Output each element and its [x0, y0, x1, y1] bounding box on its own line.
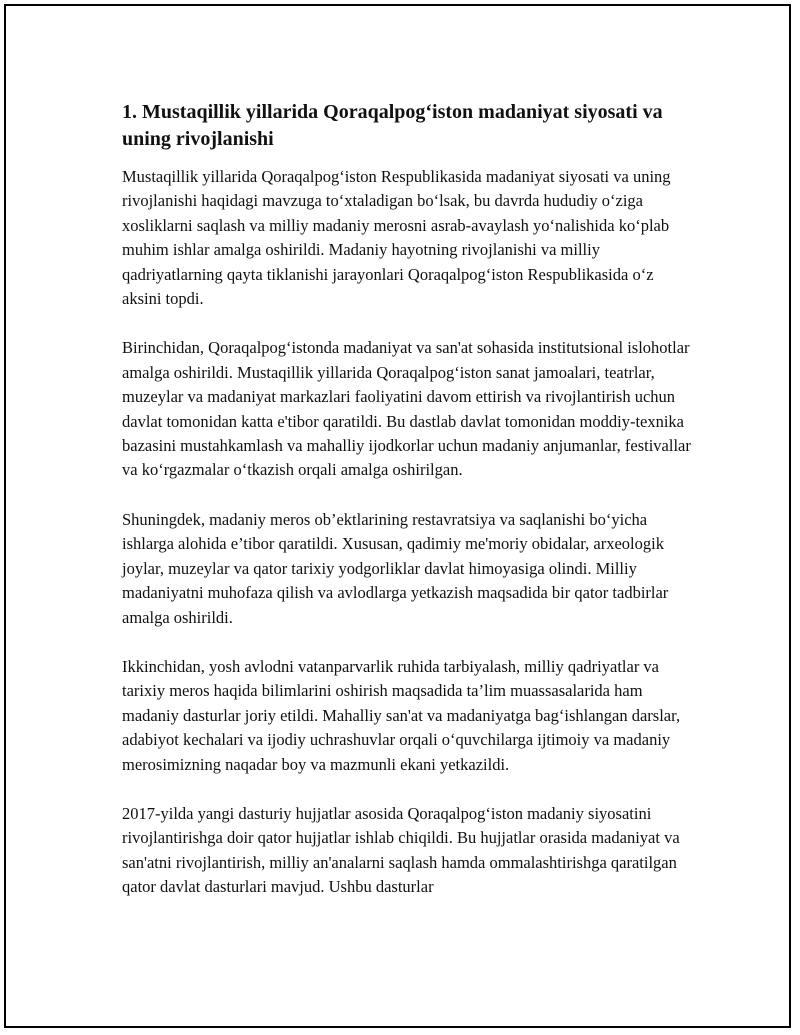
- document-body: [122, 99, 694, 925]
- page-title: 1. Mustaqillik yillarida Qoraqalpog‘iston madaniyat siyosati va uning rivojlanishi: [122, 101, 663, 150]
- paragraph: 2017-yilda yangi dasturiy hujjatlar asosida Qoraqalpog‘iston madaniy siyosatini rivojlantirishga doir qator hujjatlar ishlab chiqildi. Bu hujjatlar orasida madaniyat va san'atni rivojlantirish, milliy an'analarni saqlash hamda ommalashtirishga qaratilgan qator davlat dasturlari mavjud. Ushbu dasturlar: [122, 803, 680, 897]
- page-frame: [4, 4, 791, 1028]
- paragraph: Birinchidan, Qoraqalpog‘istonda madaniyat va san'at sohasida institutsional islohotlar amalga oshirildi. Mustaqillik yillarida Qoraqalpog‘iston sanat jamoalari, teatrlar, muzeylar va madaniyat markazlari faoliyatini davom ettirish va rivojlantirish uchun davlat tomonidan katta e'tibor qaratildi. Bu dastlab davlat tomonidan moddiy-texnika bazasini mustahkamlash va mahalliy ijodkorlar uchun madaniy anjumanlar, festivallar va ko‘rgazmalar o‘tkazish orqali amalga oshirilgan.: [122, 338, 691, 480]
- paragraph: Ikkinchidan, yosh avlodni vatanparvarlik ruhida tarbiyalash, milliy qadriyatlar va tarixiy meros haqida bilimlarini oshirish maqsadida ta’lim muassasalarida ham madaniy dasturlar joriy etildi. Mahalliy san'at va madaniyatga bag‘ishlangan darslar, adabiyot kechalari va ijodiy uchrashuvlar orqali o‘quvchilarga ijtimoiy va madaniy merosimizning naqadar boy va mazmunli ekani yetkazildi.: [122, 656, 681, 774]
- paragraph: Mustaqillik yillarida Qoraqalpog‘iston Respublikasida madaniyat siyosati va uning rivojlanishi haqidagi mavzuga to‘xtaladigan bo‘lsak, bu davrda hududiy o‘ziga xosliklarni saqlash va milliy madaniy merosni asrab-avaylash yo‘nalishida ko‘plab muhim ishlar amalga oshirildi. Madaniy hayotning rivojlanishi va milliy qadriyatlarning qayta tiklanishi jarayonlari Qoraqalpog‘iston Respublikasida o‘z aksini topdi.: [122, 167, 671, 309]
- paragraph: Shuningdek, madaniy meros ob’ektlarining restavratsiya va saqlanishi bo‘yicha ishlarga alohida e’tibor qaratildi. Xususan, qadimiy me'moriy obidalar, arxeologik joylar, muzeylar va qator tarixiy yodgorliklar davlat himoyasiga olindi. Milliy madaniyatni muhofaza qilish va avlodlarga yetkazish maqsadida bir qator tadbirlar amalga oshirildi.: [122, 509, 669, 627]
